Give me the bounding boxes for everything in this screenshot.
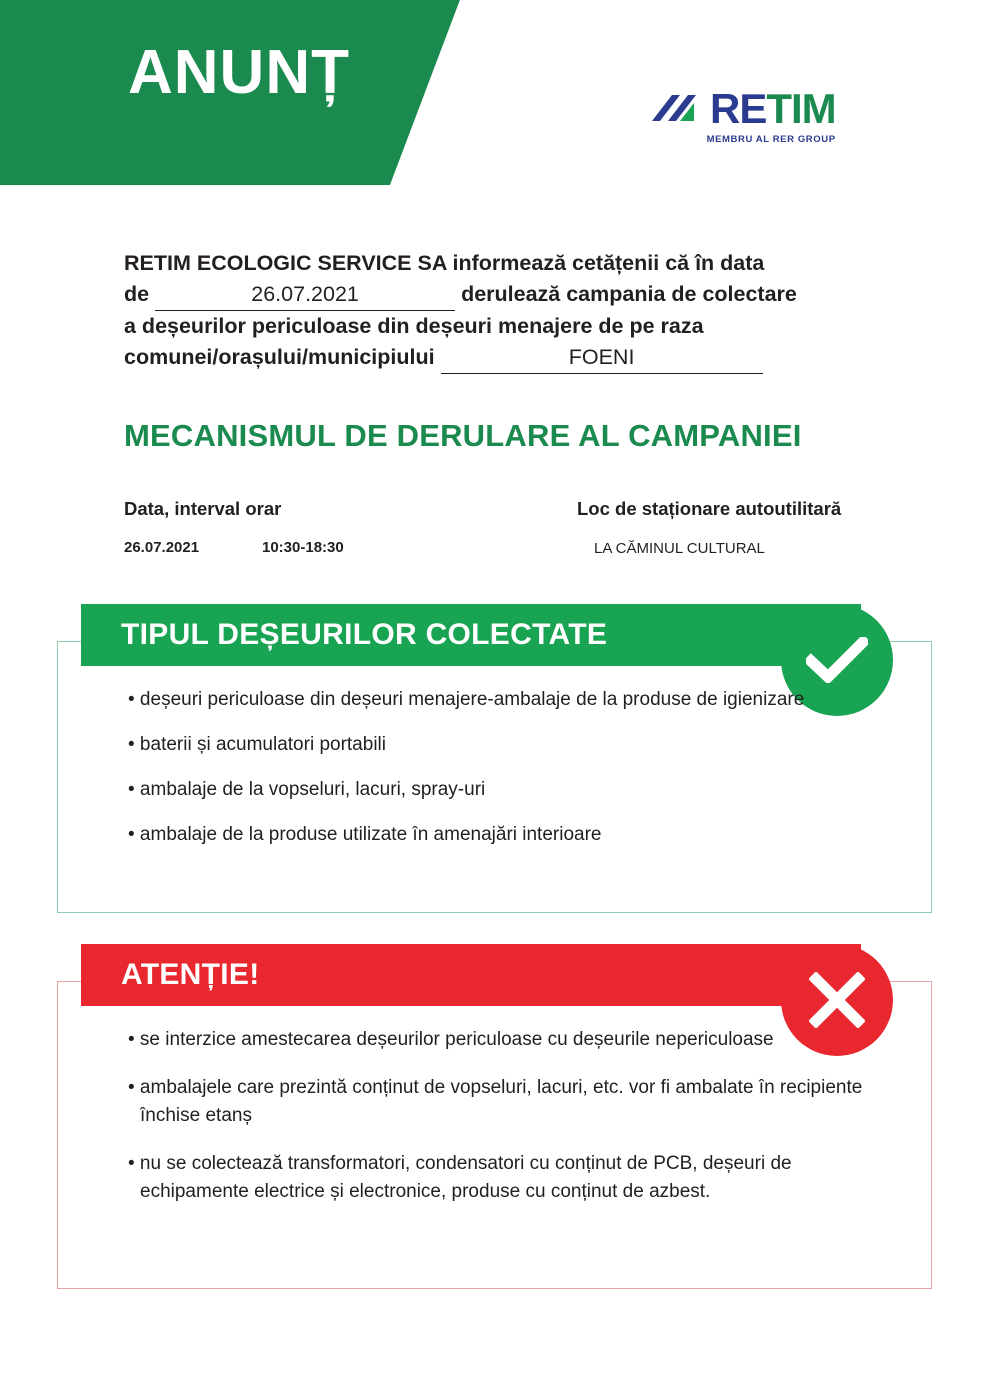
collected-waste-panel [57,618,932,913]
list-item: • ambalaje de la vopseluri, lacuri, spray-uri [128,779,486,800]
campaign-date-field[interactable]: 26.07.2021 [155,279,455,311]
locality-field[interactable]: FOENI [441,342,763,374]
logo-tagline: MEMBRU AL RER GROUP [706,134,836,145]
intro-line-3: a deșeurilor periculoase din deșeuri menajere de pe raza [124,314,704,338]
logo-word-re: RE [710,85,767,132]
list-item: • nu se colectează transformatori, condensatori cu conținut de PCB, deșeuri de echipamente electrice și electronice, produse cu conținut de azbest. [128,1153,792,1202]
list-item: • deșeuri periculoase din deșeuri menajere-ambalaje de la produse de igienizare [128,689,805,710]
warning-panel [57,958,932,1289]
intro-after-date: derulează campania de colectare [461,282,797,306]
intro-de-label: de [124,282,150,306]
schedule-row-interval: 10:30-18:30 [262,539,344,556]
logo-wordmark [710,85,836,132]
retim-logo [650,85,836,145]
schedule-header-date: Data, interval orar [124,498,282,519]
warning-banner: ATENȚIE! [81,944,861,1006]
list-item: • ambalaje de la produse utilizate în amenajări interioare [128,824,602,845]
intro-locality-label: comunei/orașului/municipiului [124,345,435,369]
warning-list [58,1026,931,1226]
collected-waste-banner: TIPUL DEȘEURILOR COLECTATE [81,604,861,666]
section-title: MECANISMUL DE DERULARE AL CAMPANIEI [124,418,802,453]
list-item: • ambalajele care prezintă conținut de vopseluri, lacuri, etc. vor fi ambalate în recipiente închise etanș [128,1077,863,1126]
logo-word-tim: TIM [766,85,836,132]
intro-line-1: RETIM ECOLOGIC SERVICE SA informează cetățenii că în data [124,251,765,275]
schedule-header-location: Loc de staționare autoutilitară [577,498,842,519]
collected-waste-list [58,686,931,866]
retim-logo-mark-icon [650,91,706,127]
intro-paragraph [124,248,914,374]
page-header [0,0,989,185]
list-item: • se interzice amestecarea deșeurilor periculoase cu deșeurile nepericuloase [128,1029,774,1050]
page-title: ANUNȚ [128,38,350,107]
schedule-row-date: 26.07.2021 [124,539,200,556]
schedule-row-place: LA CĂMINUL CULTURAL [594,540,765,557]
logo-main [650,85,836,132]
list-item: • baterii și acumulatori portabili [128,734,386,755]
